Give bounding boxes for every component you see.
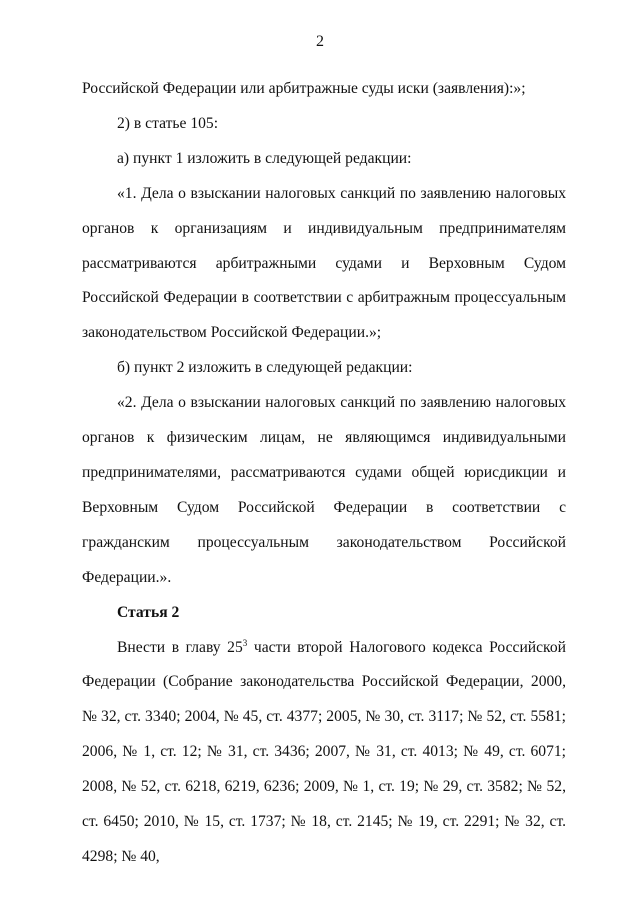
paragraph-point-2-text: «2. Дела о взыскании налоговых санкций по заявлению налоговых органов к физическим лицам, не являющимся индивидуальными предпринимателями, рассматриваются судами общей юрисдикции и Верховным Судом Российской Федерации в соответствии с гражданским процессуальным законодательством Российской Федерации.». <box>82 394 566 586</box>
article-2-paragraph <box>82 631 566 875</box>
paragraph-point-1-text: «1. Дела о взыскании налоговых санкций по заявлению налоговых органов к организациям и индивидуальным предпринимателям рассматриваются арбитражными судами и Верховным Судом Российской Федерации в соответствии с арбитражным процессуальным законодательством Российской Федерации.»; <box>82 184 566 342</box>
document-body <box>82 72 566 875</box>
article-2-text-start: Внести в главу 25 <box>117 638 243 656</box>
article-2-text-rest: части второй Налогового кодекса Российской Федерации (Собрание законодательства Российской Федерации, 2000, № 32, ст. 3340; 2004, № 45, ст. 4377; 2005, № 30, ст. 3117; № 52, ст. 5581; 2006, № 1, ст. 12; № 31, ст. 3436; 2007, № 31, ст. 4013; № 49, ст. 6071; 2008, № 52, ст. 6218, 6219, 6236; 2009, № 1, ст. 19; № 29, ст. 3582; № 52, ст. 6450; 2010, № 15, ст. 1737; № 18, ст. 2145; № 19, ст. 2291; № 32, ст. 4298; № 40, <box>82 638 566 865</box>
paragraph-subitem-a: а) пункт 1 изложить в следующей редакции: <box>117 149 412 167</box>
paragraph-item-2-article-105: 2) в статье 105: <box>117 114 219 132</box>
chapter-superscript: 3 <box>242 637 248 648</box>
article-2-heading: Статья 2 <box>117 603 180 621</box>
page-number: 2 <box>316 33 324 50</box>
paragraph-continuation: Российской Федерации или арбитражные суды иски (заявления):»; <box>82 80 526 97</box>
paragraph-subitem-b: б) пункт 2 изложить в следующей редакции: <box>117 359 413 377</box>
